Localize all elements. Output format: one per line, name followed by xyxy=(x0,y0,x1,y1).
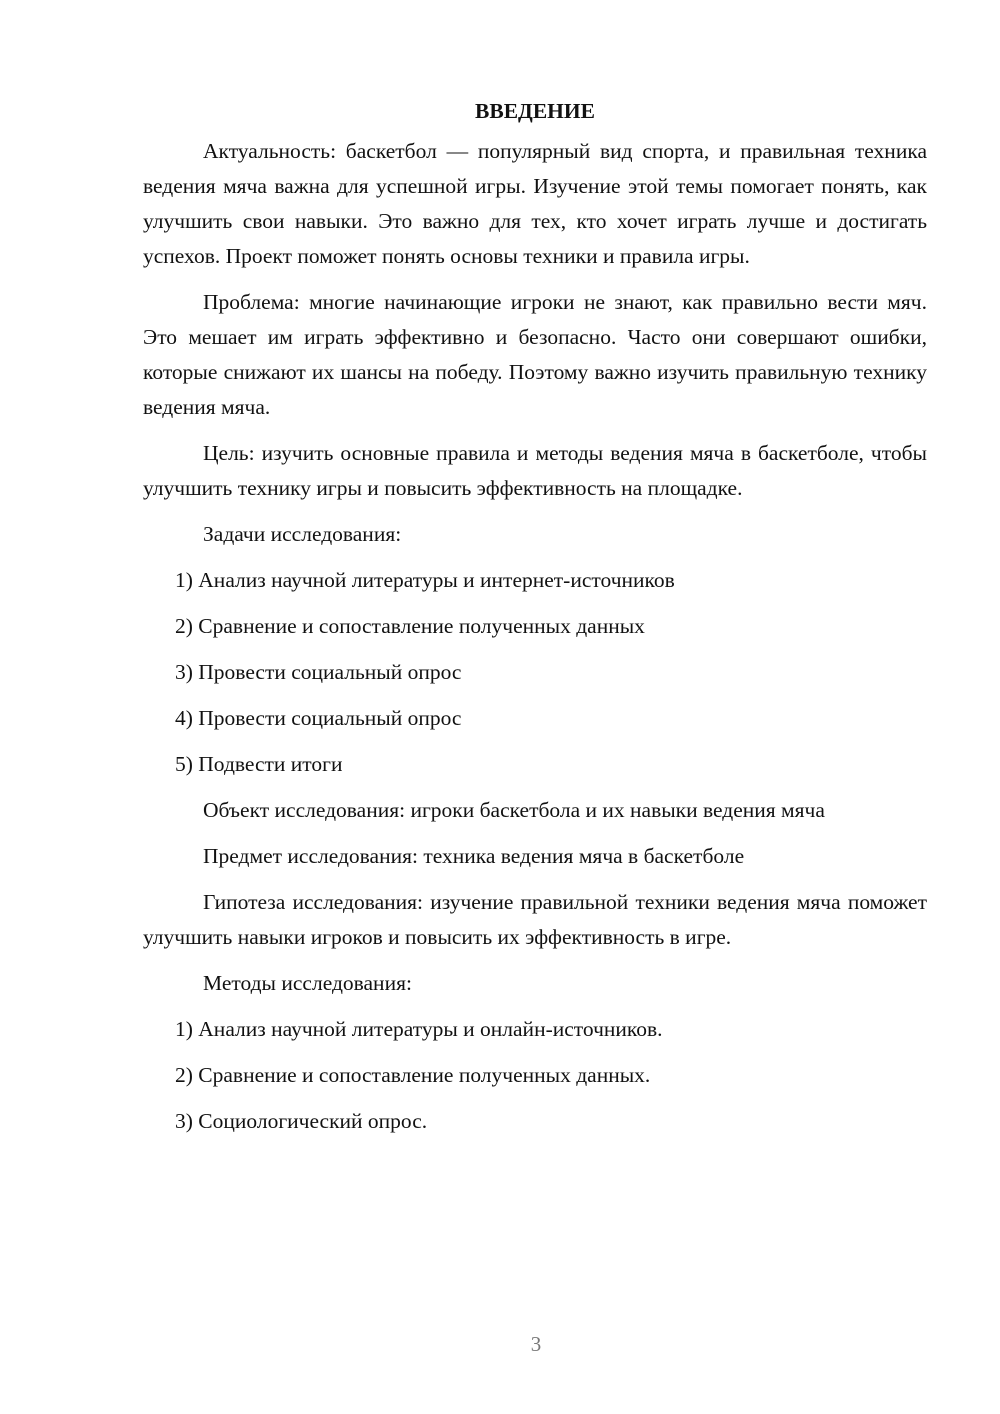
tasks-title: Задачи исследования: xyxy=(203,522,402,546)
methods-title: Методы исследования: xyxy=(203,971,412,995)
method-item: 1) Анализ научной литературы и онлайн-источников. xyxy=(175,1017,663,1041)
task-item: 5) Подвести итоги xyxy=(175,752,343,776)
task-item: 2) Сравнение и сопоставление полученных данных xyxy=(175,614,645,638)
method-item: 3) Социологический опрос. xyxy=(175,1109,428,1133)
task-item: 1) Анализ научной литературы и интернет-источников xyxy=(175,568,675,592)
section-heading: ВВЕДЕНИЕ xyxy=(475,99,595,123)
relevance-paragraph: Актуальность: баскетбол — популярный вид спорта, и правильная техника ведения мяча важна для успешной игры. Изучение этой темы помогает понять, как улучшить свои навыки. Это важно для тех, кто хочет играть лучше и достигать успехов. Проект поможет понять основы техники и правила игры. xyxy=(143,139,927,268)
method-item: 2) Сравнение и сопоставление полученных данных. xyxy=(175,1063,651,1087)
task-item: 3) Провести социальный опрос xyxy=(175,660,462,684)
hypothesis-paragraph: Гипотеза исследования: изучение правильной техники ведения мяча поможет улучшить навыки игроков и повысить их эффективность в игре. xyxy=(143,890,927,949)
page-content xyxy=(143,96,927,1150)
goal-paragraph: Цель: изучить основные правила и методы ведения мяча в баскетболе, чтобы улучшить технику игры и повысить эффективность на площадке. xyxy=(143,441,927,500)
page-number: 3 xyxy=(530,1332,542,1356)
problem-paragraph: Проблема: многие начинающие игроки не знают, как правильно вести мяч. Это мешает им играть эффективно и безопасно. Часто они совершают ошибки, которые снижают их шансы на победу. Поэтому важно изучить правильную технику ведения мяча. xyxy=(143,290,927,419)
research-object: Объект исследования: игроки баскетбола и их навыки ведения мяча xyxy=(203,798,825,822)
task-item: 4) Провести социальный опрос xyxy=(175,706,462,730)
research-subject: Предмет исследования: техника ведения мяча в баскетболе xyxy=(203,844,745,868)
